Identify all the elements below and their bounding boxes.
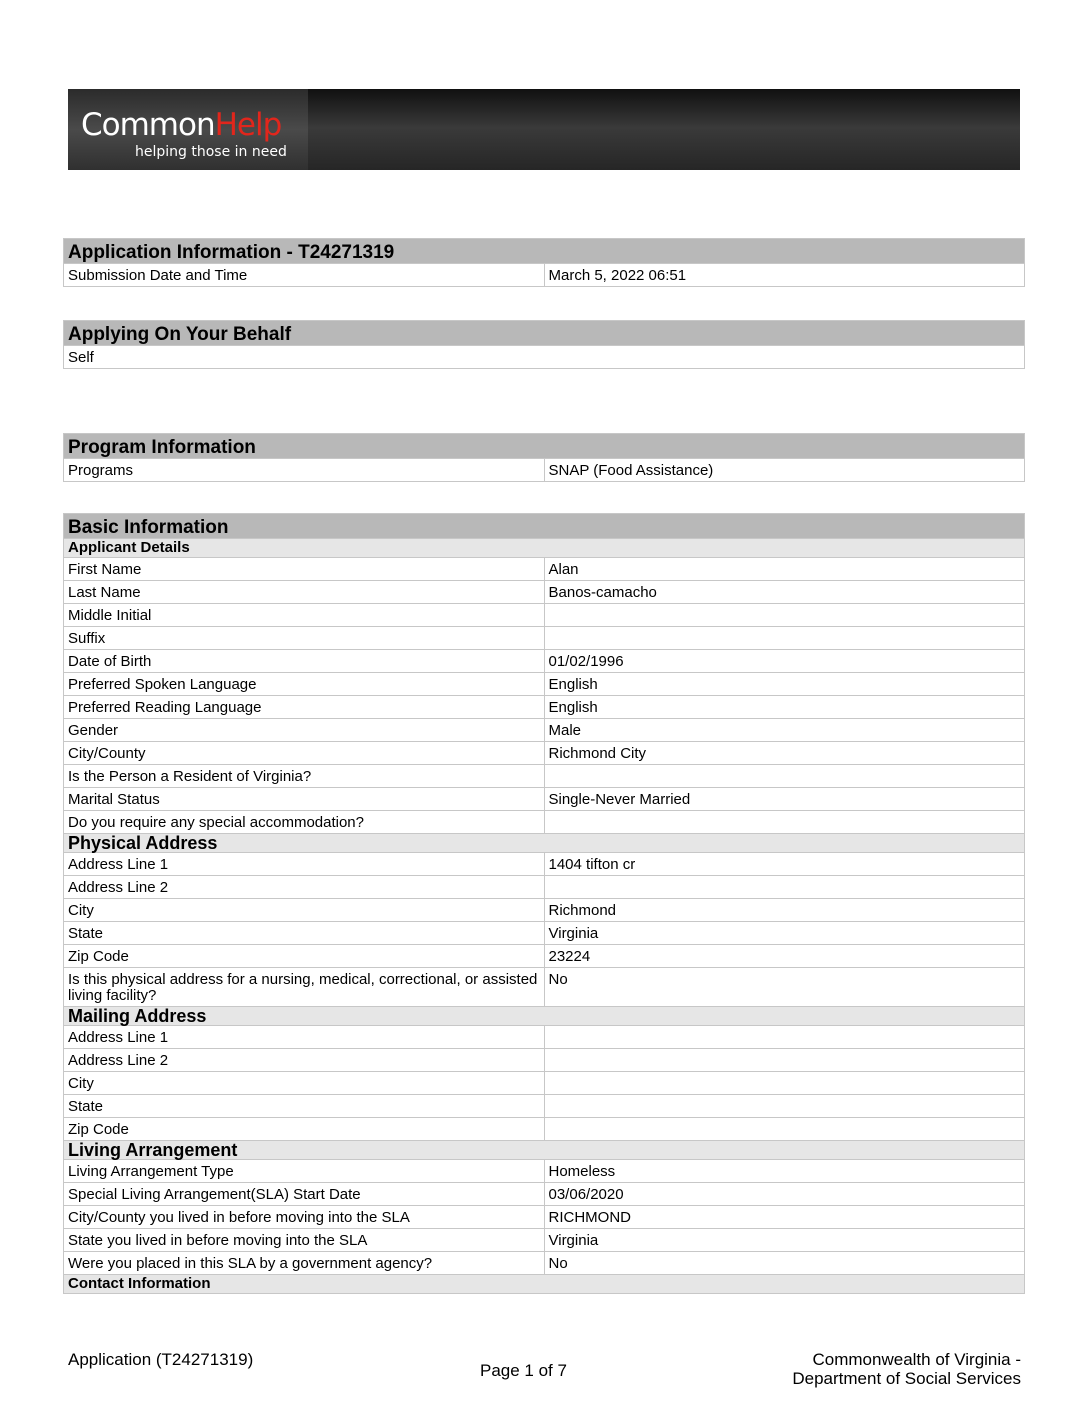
field-value: Single-Never Married bbox=[544, 788, 1025, 811]
field-label: State you lived in before moving into the SLA bbox=[64, 1229, 545, 1252]
table-row bbox=[64, 1206, 1025, 1229]
field-value bbox=[544, 1026, 1025, 1049]
section-title: Program Information bbox=[64, 434, 1025, 459]
table-row bbox=[64, 922, 1025, 945]
table-row bbox=[64, 1095, 1025, 1118]
field-value bbox=[544, 765, 1025, 788]
table-row bbox=[64, 945, 1025, 968]
table-row bbox=[64, 1118, 1025, 1141]
table-row bbox=[64, 459, 1025, 482]
field-label: City/County bbox=[64, 742, 545, 765]
field-label: City bbox=[64, 899, 545, 922]
field-label: Programs bbox=[64, 459, 545, 482]
table-row bbox=[64, 1160, 1025, 1183]
field-value bbox=[544, 627, 1025, 650]
table-row bbox=[64, 627, 1025, 650]
field-label: Last Name bbox=[64, 581, 545, 604]
applying-on-behalf-table bbox=[63, 320, 1025, 369]
subsection-header bbox=[64, 1275, 1025, 1294]
field-value: SNAP (Food Assistance) bbox=[544, 459, 1025, 482]
table-row bbox=[64, 765, 1025, 788]
subsection-title: Contact Information bbox=[64, 1275, 1025, 1294]
subsection-header bbox=[64, 834, 1025, 853]
field-value: Virginia bbox=[544, 922, 1025, 945]
table-row bbox=[64, 876, 1025, 899]
table-row bbox=[64, 811, 1025, 834]
table-row bbox=[64, 1049, 1025, 1072]
subsection-header bbox=[64, 539, 1025, 558]
field-value: No bbox=[544, 968, 1025, 1007]
table-row bbox=[64, 853, 1025, 876]
field-label: Were you placed in this SLA by a government agency? bbox=[64, 1252, 545, 1275]
field-label: Zip Code bbox=[64, 1118, 545, 1141]
field-value: English bbox=[544, 673, 1025, 696]
table-row bbox=[64, 742, 1025, 765]
field-value bbox=[544, 811, 1025, 834]
table-row bbox=[64, 1026, 1025, 1049]
subsection-title: Applicant Details bbox=[64, 539, 1025, 558]
field-label: Special Living Arrangement(SLA) Start Date bbox=[64, 1183, 545, 1206]
subsection-header bbox=[64, 1141, 1025, 1160]
commonhelp-logo bbox=[68, 89, 308, 170]
field-label: Address Line 1 bbox=[64, 1026, 545, 1049]
section-header bbox=[64, 514, 1025, 539]
field-value: English bbox=[544, 696, 1025, 719]
field-value: 03/06/2020 bbox=[544, 1183, 1025, 1206]
table-row bbox=[64, 1229, 1025, 1252]
footer-application-id: Application (T24271319) bbox=[68, 1350, 254, 1369]
section-title: Basic Information bbox=[64, 514, 1025, 539]
field-label: State bbox=[64, 922, 545, 945]
field-label: Zip Code bbox=[64, 945, 545, 968]
section-title: Applying On Your Behalf bbox=[64, 321, 1025, 346]
table-row bbox=[64, 696, 1025, 719]
section-header bbox=[64, 321, 1025, 346]
field-value: 1404 tifton cr bbox=[544, 853, 1025, 876]
footer-page-number: Page 1 of 7 bbox=[480, 1361, 567, 1380]
table-row bbox=[64, 604, 1025, 627]
table-row bbox=[64, 346, 1025, 369]
field-value bbox=[544, 1118, 1025, 1141]
logo-tagline: helping those in need bbox=[135, 144, 287, 160]
field-label: Submission Date and Time bbox=[64, 264, 545, 287]
table-row bbox=[64, 788, 1025, 811]
field-label: First Name bbox=[64, 558, 545, 581]
field-label: Date of Birth bbox=[64, 650, 545, 673]
field-label: Living Arrangement Type bbox=[64, 1160, 545, 1183]
subsection-header bbox=[64, 1007, 1025, 1026]
table-row bbox=[64, 968, 1025, 1007]
field-value: Male bbox=[544, 719, 1025, 742]
subsection-title: Living Arrangement bbox=[64, 1141, 1025, 1160]
field-value: No bbox=[544, 1252, 1025, 1275]
table-row bbox=[64, 264, 1025, 287]
field-value bbox=[544, 1049, 1025, 1072]
field-value: Richmond City bbox=[544, 742, 1025, 765]
field-label: Preferred Spoken Language bbox=[64, 673, 545, 696]
table-row bbox=[64, 899, 1025, 922]
field-value: Virginia bbox=[544, 1229, 1025, 1252]
field-value: Homeless bbox=[544, 1160, 1025, 1183]
table-row bbox=[64, 1183, 1025, 1206]
field-value: Banos-camacho bbox=[544, 581, 1025, 604]
field-label: City/County you lived in before moving into the SLA bbox=[64, 1206, 545, 1229]
field-value bbox=[544, 1072, 1025, 1095]
subsection-title: Physical Address bbox=[64, 834, 1025, 853]
field-label: Suffix bbox=[64, 627, 545, 650]
logo-help: Help bbox=[214, 107, 282, 143]
field-value: Self bbox=[64, 346, 1025, 369]
field-label: Address Line 1 bbox=[64, 853, 545, 876]
field-label: City bbox=[64, 1072, 545, 1095]
table-row bbox=[64, 581, 1025, 604]
field-label: Address Line 2 bbox=[64, 876, 545, 899]
field-label: Middle Initial bbox=[64, 604, 545, 627]
field-value: 23224 bbox=[544, 945, 1025, 968]
commonhelp-banner bbox=[68, 89, 1020, 170]
field-label: Do you require any special accommodation? bbox=[64, 811, 545, 834]
field-value: 01/02/1996 bbox=[544, 650, 1025, 673]
footer-agency bbox=[792, 1350, 1021, 1388]
table-row bbox=[64, 719, 1025, 742]
section-title: Application Information - T24271319 bbox=[64, 239, 1025, 264]
field-label: Is the Person a Resident of Virginia? bbox=[64, 765, 545, 788]
section-header bbox=[64, 434, 1025, 459]
logo-wordmark bbox=[81, 107, 281, 143]
table-row bbox=[64, 1072, 1025, 1095]
application-info-table bbox=[63, 238, 1025, 287]
subsection-title: Mailing Address bbox=[64, 1007, 1025, 1026]
footer-agency-line2: Department of Social Services bbox=[792, 1369, 1021, 1388]
field-value bbox=[544, 604, 1025, 627]
field-value: Richmond bbox=[544, 899, 1025, 922]
table-row bbox=[64, 673, 1025, 696]
program-info-table bbox=[63, 433, 1025, 482]
field-value bbox=[544, 876, 1025, 899]
field-value: Alan bbox=[544, 558, 1025, 581]
field-label: Preferred Reading Language bbox=[64, 696, 545, 719]
field-label: State bbox=[64, 1095, 545, 1118]
section-header bbox=[64, 239, 1025, 264]
field-label: Address Line 2 bbox=[64, 1049, 545, 1072]
footer-agency-line1: Commonwealth of Virginia - bbox=[812, 1350, 1021, 1369]
field-value: RICHMOND bbox=[544, 1206, 1025, 1229]
field-label: Gender bbox=[64, 719, 545, 742]
table-row bbox=[64, 558, 1025, 581]
field-value bbox=[544, 1095, 1025, 1118]
field-label: Marital Status bbox=[64, 788, 545, 811]
table-row bbox=[64, 650, 1025, 673]
field-label: Is this physical address for a nursing, medical, correctional, or assisted living facility? bbox=[64, 968, 545, 1007]
field-value: March 5, 2022 06:51 bbox=[544, 264, 1025, 287]
basic-info-table bbox=[63, 513, 1025, 1294]
logo-common: Common bbox=[81, 107, 215, 143]
table-row bbox=[64, 1252, 1025, 1275]
